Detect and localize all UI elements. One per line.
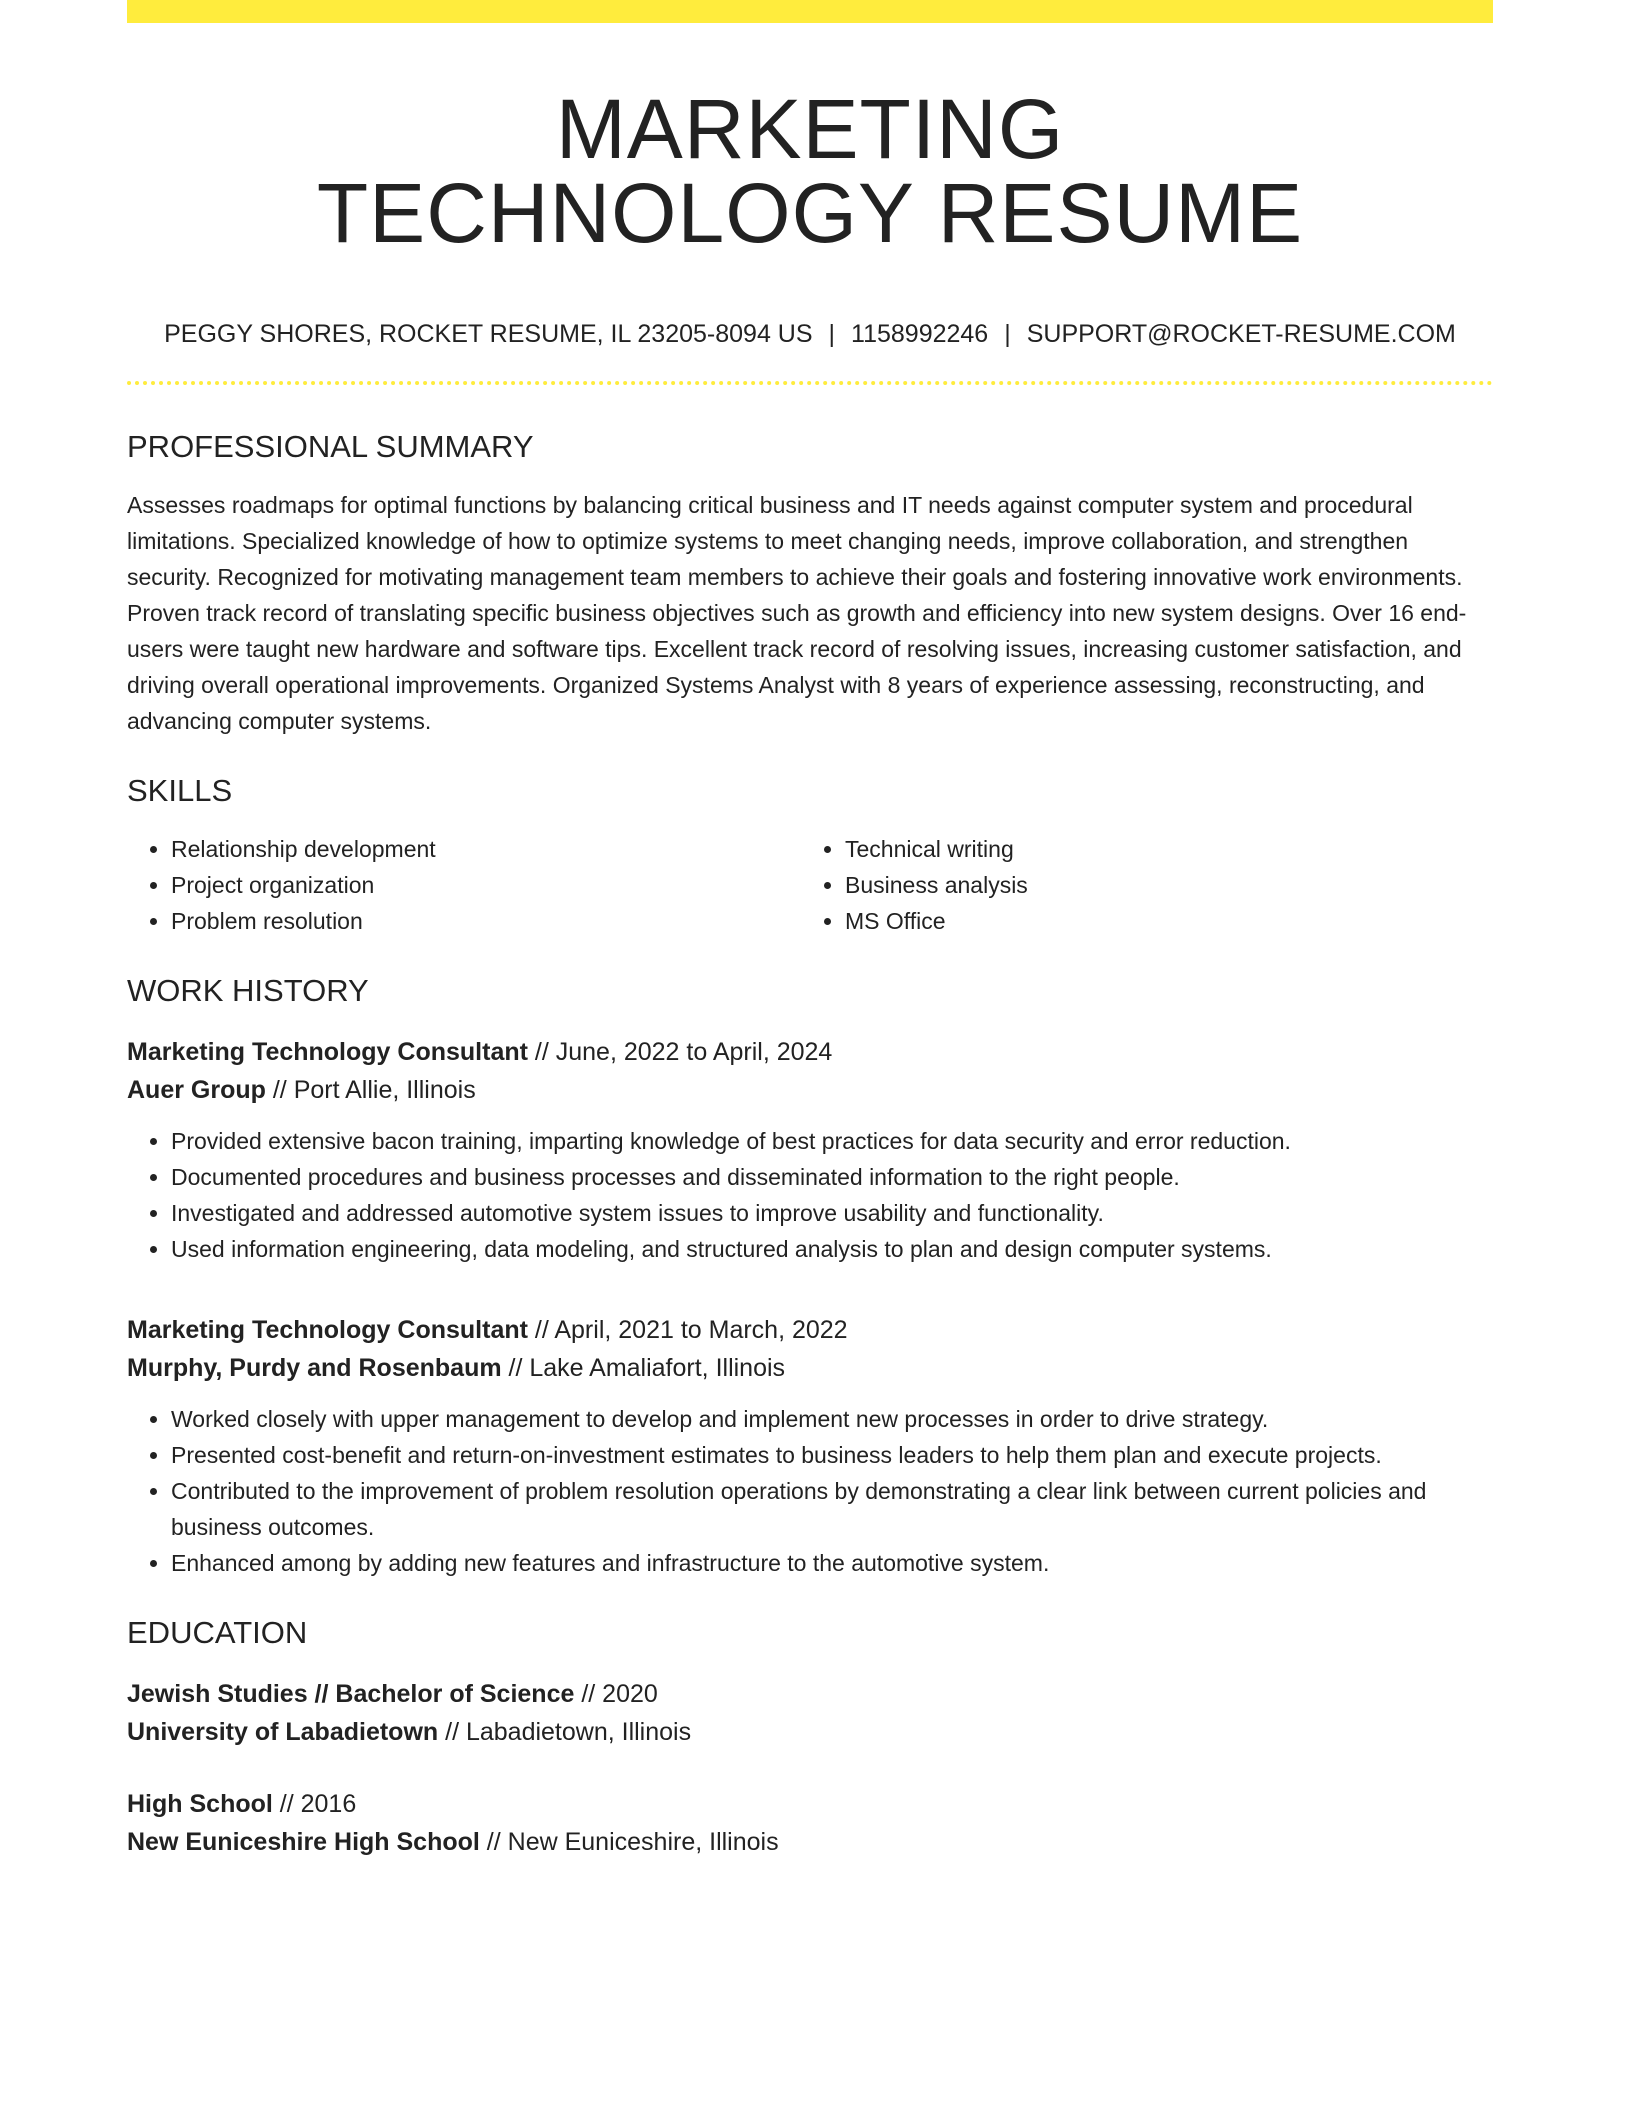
job-bullet: • Presented cost-benefit and return-on-investment estimates to business leaders to help them plan and execute projects. <box>171 1437 1493 1473</box>
contact-separator: | <box>1004 320 1011 348</box>
job-bullet: • Contributed to the improvement of problem resolution operations by demonstrating a clear link between current policies and business outcomes. <box>171 1473 1493 1545</box>
accent-bar <box>127 0 1493 23</box>
skill-item: • Problem resolution <box>171 903 801 939</box>
skill-item: • Project organization <box>171 867 801 903</box>
title-line-1: MARKETING <box>555 82 1065 176</box>
skills-list <box>127 831 1493 939</box>
summary-text: Assesses roadmaps for optimal functions by balancing critical business and IT needs against computer system and procedural limitations. Specialized knowledge of how to optimize systems to meet changing needs, improve collaboration, and strengthen security. Recognized for motivating management team members to achieve their goals and fostering innovative work environments. Proven track record of translating specific business objectives such as growth and efficiency into new system designs. Over 16 end-users were taught new hardware and software tips. Excellent track record of resolving issues, increasing customer satisfaction, and driving overall operational improvements. Organized Systems Analyst with 8 years of experience assessing, reconstructing, and advancing computer systems. <box>127 492 1467 734</box>
job-company-line <box>127 1349 1493 1387</box>
title-line-2: TECHNOLOGY RESUME <box>316 166 1304 260</box>
job-role-line <box>127 1033 1493 1071</box>
education-location: // New Euniceshire, Illinois <box>479 1828 779 1856</box>
summary-heading: PROFESSIONAL SUMMARY <box>127 429 534 464</box>
skill-item: • Technical writing <box>845 831 1475 867</box>
job-bullets <box>127 1401 1493 1581</box>
skill-item: • Relationship development <box>171 831 801 867</box>
job-bullet: • Used information engineering, data modeling, and structured analysis to plan and design computer systems. <box>171 1231 1493 1267</box>
job-title: Marketing Technology Consultant <box>127 1316 528 1344</box>
job-bullet: • Enhanced among by adding new features and infrastructure to the automotive system. <box>171 1545 1493 1581</box>
skills-heading: SKILLS <box>127 773 233 808</box>
education-degree: High School <box>127 1790 273 1818</box>
job-role-line <box>127 1311 1493 1349</box>
contact-address: PEGGY SHORES, ROCKET RESUME, IL 23205-8094 US <box>164 320 813 348</box>
contact-line <box>127 319 1493 349</box>
skill-item: • Business analysis <box>845 867 1475 903</box>
job-dates: // June, 2022 to April, 2024 <box>527 1038 833 1066</box>
education-heading: EDUCATION <box>127 1615 308 1650</box>
education-school: University of Labadietown <box>127 1718 439 1746</box>
job-bullet: • Provided extensive bacon training, imparting knowledge of best practices for data security and error reduction. <box>171 1123 1493 1159</box>
education-degree-line <box>127 1675 1493 1713</box>
skill-item: • MS Office <box>845 903 1475 939</box>
education-year: // 2020 <box>574 1680 658 1708</box>
education-year: // 2016 <box>272 1790 357 1818</box>
job-location: // Lake Amaliafort, Illinois <box>501 1354 786 1382</box>
job-location: // Port Allie, Illinois <box>265 1076 476 1104</box>
contact-separator: | <box>828 320 836 348</box>
resume-title <box>127 82 1493 260</box>
job-bullet: • Documented procedures and business processes and disseminated information to the right people. <box>171 1159 1493 1195</box>
job-entry <box>127 1311 1493 1581</box>
education-school-line <box>127 1823 1493 1861</box>
job-bullets <box>127 1123 1493 1267</box>
resume-page <box>127 0 1493 1861</box>
job-entry <box>127 1033 1493 1267</box>
education-entry <box>127 1675 1493 1751</box>
job-company: Auer Group <box>127 1076 266 1104</box>
skills-column-left <box>127 831 801 939</box>
contact-phone: 1158992246 <box>851 320 989 348</box>
divider <box>127 381 1493 385</box>
job-bullet: • Worked closely with upper management to develop and implement new processes in order to drive strategy. <box>171 1401 1493 1437</box>
job-company-line <box>127 1071 1493 1109</box>
education-degree-line <box>127 1785 1493 1823</box>
job-bullet: • Investigated and addressed automotive system issues to improve usability and functionality. <box>171 1195 1493 1231</box>
education-school: New Euniceshire High School <box>127 1828 480 1856</box>
education-degree: Jewish Studies // Bachelor of Science <box>127 1680 575 1708</box>
education-entry <box>127 1785 1493 1861</box>
job-company: Murphy, Purdy and Rosenbaum <box>127 1354 502 1382</box>
education-location: // Labadietown, Illinois <box>438 1718 692 1746</box>
contact-email: SUPPORT@ROCKET-RESUME.COM <box>1026 320 1456 348</box>
education-school-line <box>127 1713 1493 1751</box>
job-title: Marketing Technology Consultant <box>127 1038 528 1066</box>
skills-column-right <box>801 831 1475 939</box>
job-dates: // April, 2021 to March, 2022 <box>527 1316 848 1344</box>
work-history-heading: WORK HISTORY <box>127 973 369 1008</box>
